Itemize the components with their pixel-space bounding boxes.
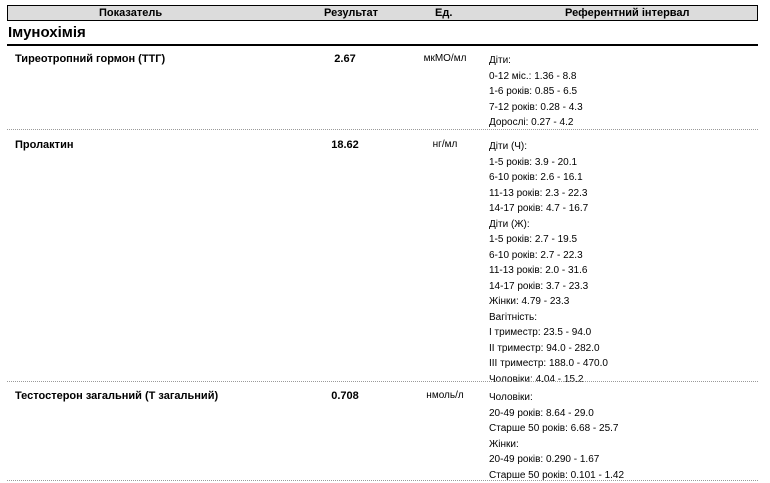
section-title: Імунохімія xyxy=(8,24,86,41)
result-value: 2.67 xyxy=(310,53,380,65)
reference-line: Діти (Ч): xyxy=(489,139,608,155)
reference-line: 7-12 років: 0.28 - 4.3 xyxy=(489,100,583,116)
reference-interval xyxy=(489,139,608,387)
reference-line: Дорослі: 0.27 - 4.2 xyxy=(489,115,583,131)
reference-line: 6-10 років: 2.7 - 22.3 xyxy=(489,248,608,264)
section-divider xyxy=(7,44,758,46)
unit-label: нг/мл xyxy=(410,139,480,150)
reference-line: Діти: xyxy=(489,53,583,69)
indicator-name: Тестостерон загальний (Т загальний) xyxy=(15,390,218,402)
indicator-name: Пролактин xyxy=(15,139,73,151)
reference-line: I триместр: 23.5 - 94.0 xyxy=(489,325,608,341)
reference-line: III триместр: 188.0 - 470.0 xyxy=(489,356,608,372)
reference-line: Жінки: 4.79 - 23.3 xyxy=(489,294,608,310)
row-separator xyxy=(7,129,758,130)
reference-line: 1-5 років: 3.9 - 20.1 xyxy=(489,155,608,171)
indicator-name: Тиреотропний гормон (ТТГ) xyxy=(15,53,165,65)
header-reference: Референтний інтервал xyxy=(565,7,690,19)
reference-line: Діти (Ж): xyxy=(489,217,608,233)
reference-interval xyxy=(489,53,583,131)
reference-line: Старше 50 років: 0.101 - 1.42 xyxy=(489,468,624,483)
row-separator xyxy=(7,381,758,382)
header-result: Результат xyxy=(324,7,378,19)
unit-label: мкМО/мл xyxy=(410,53,480,64)
reference-line: 6-10 років: 2.6 - 16.1 xyxy=(489,170,608,186)
reference-line: 0-12 міс.: 1.36 - 8.8 xyxy=(489,69,583,85)
header-unit: Ед. xyxy=(435,7,452,19)
reference-line: Чоловіки: xyxy=(489,390,624,406)
reference-line: 1-6 років: 0.85 - 6.5 xyxy=(489,84,583,100)
reference-line: Чоловіки: 4.04 - 15.2 xyxy=(489,372,608,388)
row-separator xyxy=(7,480,758,481)
reference-line: 11-13 років: 2.3 - 22.3 xyxy=(489,186,608,202)
reference-line: Жінки: xyxy=(489,437,624,453)
table-header xyxy=(7,5,758,21)
reference-line: 20-49 років: 8.64 - 29.0 xyxy=(489,406,624,422)
reference-line: II триместр: 94.0 - 282.0 xyxy=(489,341,608,357)
result-value: 0.708 xyxy=(310,390,380,402)
reference-line: 14-17 років: 3.7 - 23.3 xyxy=(489,279,608,295)
header-indicator: Показатель xyxy=(99,7,162,19)
reference-line: Старше 50 років: 6.68 - 25.7 xyxy=(489,421,624,437)
reference-line: Вагітність: xyxy=(489,310,608,326)
result-value: 18.62 xyxy=(310,139,380,151)
reference-interval xyxy=(489,390,624,483)
reference-line: 1-5 років: 2.7 - 19.5 xyxy=(489,232,608,248)
reference-line: 20-49 років: 0.290 - 1.67 xyxy=(489,452,624,468)
unit-label: нмоль/л xyxy=(410,390,480,401)
reference-line: 14-17 років: 4.7 - 16.7 xyxy=(489,201,608,217)
reference-line: 11-13 років: 2.0 - 31.6 xyxy=(489,263,608,279)
